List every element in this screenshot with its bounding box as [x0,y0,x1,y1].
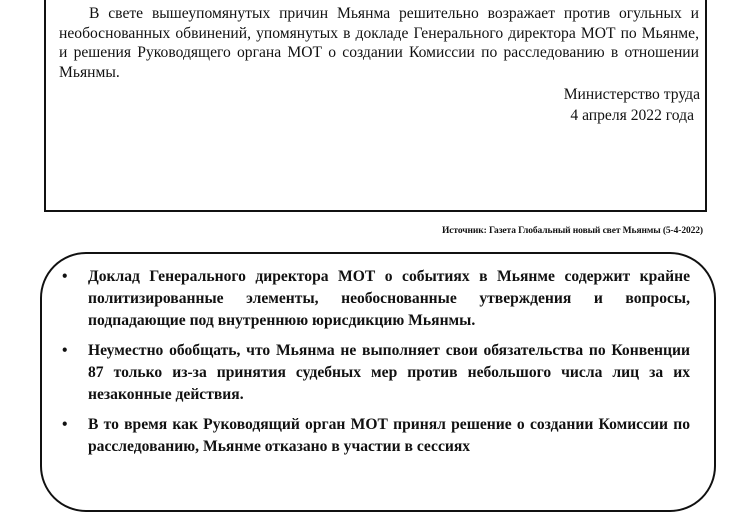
summary-item-text: В то время как Руководящий орган МОТ принял решение о создании Комиссии по расследованию, Мьянме отказано в участии в сессиях [88,416,690,455]
source-citation: Источник: Газета Глобальный новый свет Мьянмы (5-4-2022) [441,226,703,236]
bullet-icon: • [62,342,68,359]
signature-organization: Министерство труда [563,86,700,103]
statement-paragraph: В свете вышеупомянутых причин Мьянма решительно возражает против огульных и необоснованных обвинений, упомянутых в докладе Генерального директора МОТ по Мьянме, и решения Руководящего органа МОТ о создании Комиссии по расследованию в отношении Мьянмы. [59,5,699,81]
bullet-icon: • [62,268,68,285]
summary-item [58,266,690,332]
summary-list [58,266,690,466]
summary-item-text: Неуместно обобщать, что Мьянма не выполняет свои обязательства по Конвенции 87 только из-за принятия судебных мер против небольшого числа лиц за их незаконные действия. [88,342,690,403]
signature-block [564,84,700,126]
summary-item [58,414,690,458]
summary-item [58,340,690,406]
signature-date: 4 апреля 2022 года [570,107,694,124]
summary-item-text: Доклад Генерального директора МОТ о событиях в Мьянме содержит крайне политизированные элементы, необоснованные утверждения и вопросы, подпадающие под внутреннюю юрисдикцию Мьянмы. [88,268,690,329]
bullet-icon: • [62,416,68,433]
